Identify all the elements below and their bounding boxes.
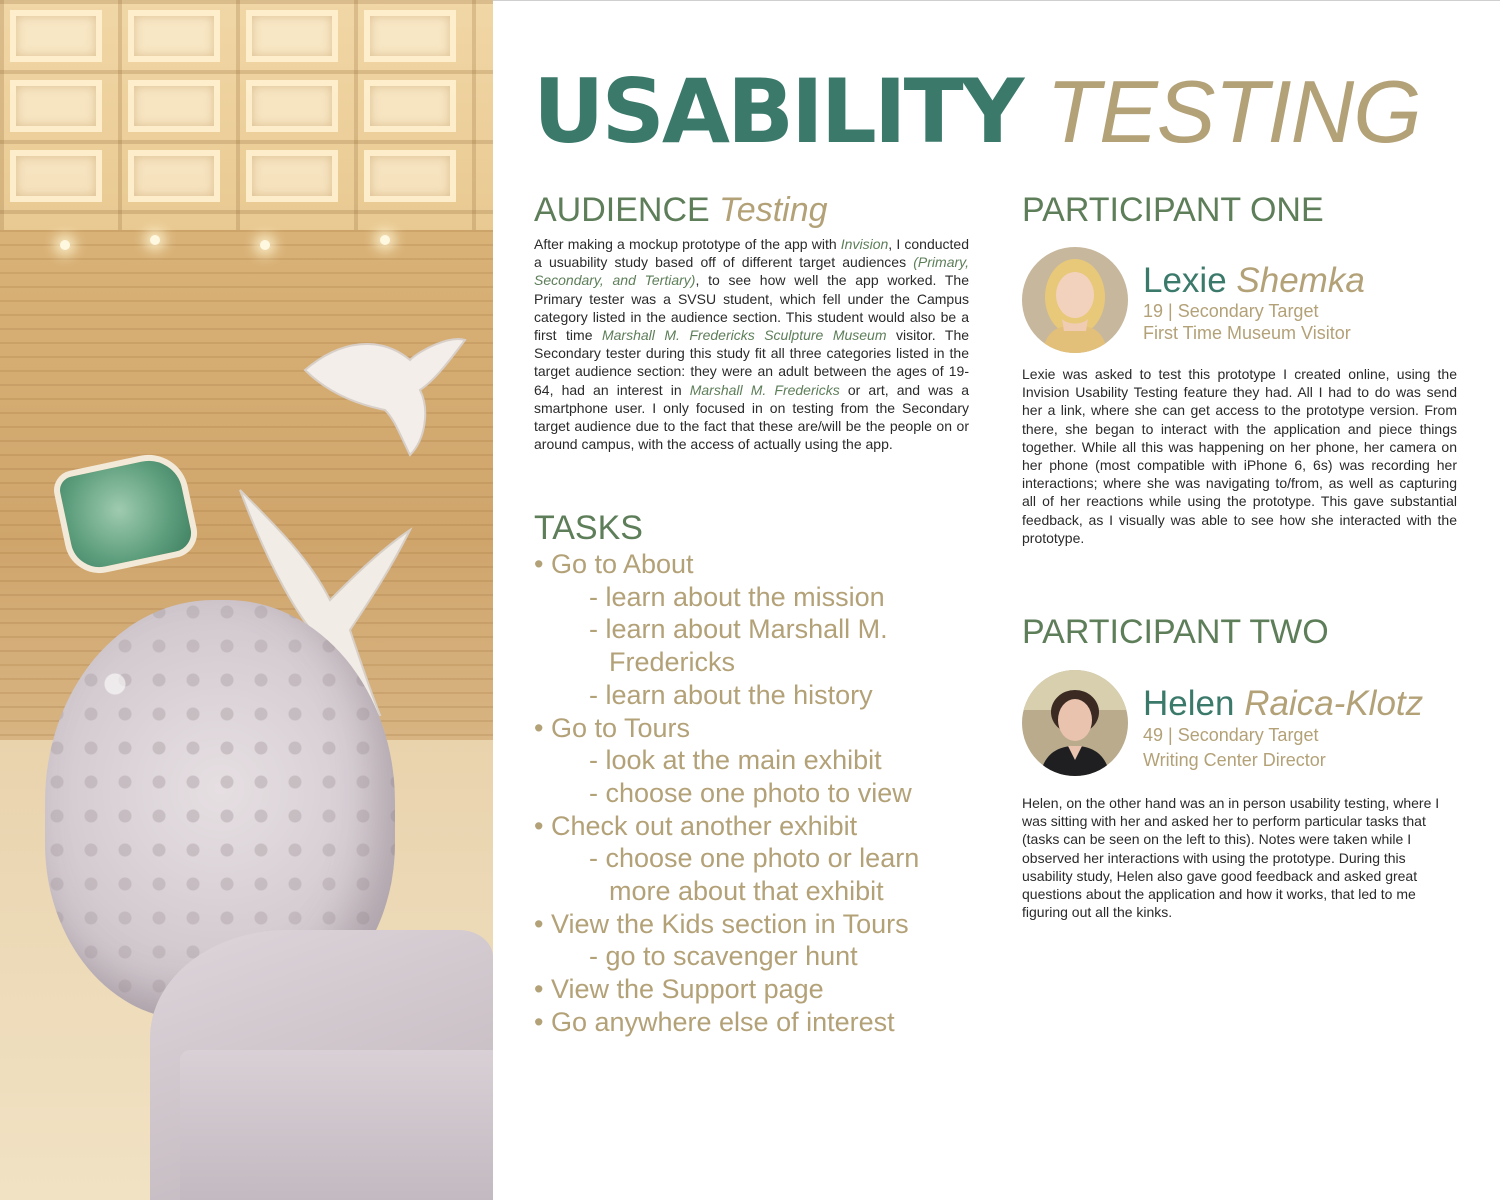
participant-two-paragraph: Helen, on the other hand was an in person usability testing, where I was sitting with her and asked her to perform particular tasks that (tasks can be seen on the left to this). Notes were taken while I observed her interactions with using the prototype. During this usability study, Helen also gave good feedback and asked great questions about the application and how it works, that led to me figuring out all the kinks. [1022, 795, 1440, 921]
participant-two-name: Helen Raica-Klotz [1143, 684, 1424, 723]
audience-paragraph: After making a mockup prototype of the app with Invision, I conducted a usuability study based off of different target audiences (Primary, Secondary, and Tertiary), to see how well the app worked. The Primary tester was a SVSU student, which fell under the Campus category listed in the audience section. This student would also be a first time Marshall M. Fredericks Sculpture Museum visitor. The Secondary tester during this study fit all three categories listed in the target audience section: they were an adult between the ages of 19-64, had an interest in Marshall M. Fredericks or art, and was a smartphone user. I only focused in on testing from the Secondary target audience due to the fact that these are/will be the people on or around campus, with the access of actually using the app. [534, 236, 970, 453]
museum-sculpture-photo [0, 0, 493, 1200]
bird-sculpture [300, 330, 470, 460]
task-subitem: - learn about Marshall M. [589, 614, 888, 645]
task-item: • Go to Tours [534, 712, 691, 743]
task-item: • View the Support page [534, 974, 824, 1005]
page-content [493, 0, 1500, 1200]
lexie-avatar [1022, 247, 1128, 353]
coffered-ceiling [0, 0, 493, 250]
task-item: • Check out another exhibit [534, 810, 858, 841]
sculpture-base [180, 1050, 493, 1200]
task-item: • View the Kids section in Tours [534, 908, 909, 939]
helen-avatar [1022, 670, 1128, 776]
task-subitem: - choose one photo to view [589, 777, 912, 808]
audience-heading: AUDIENCE Testing [534, 191, 828, 229]
task-subitem: - go to scavenger hunt [589, 941, 858, 972]
participant-one-heading: PARTICIPANT ONE [1022, 191, 1324, 229]
participant-one-paragraph: Lexie was asked to test this prototype I created online, using the Invision Usability Testing feature they had. All I had to do was send her a link, where she can get access to the prototype version. From there, she began to interact with the application and piece things together. While all this was happening on her phone, her camera on her phone (most compatible with iPhone 6, 6s) was recording her interactions; where she was navigating to/from, as well as capturing all of her reactions while using the prototype. This gave substantial feedback, as I visually was able to see how she interacted with the prototype. [1022, 366, 1457, 546]
participant-two-role: Writing Center Director [1143, 750, 1326, 770]
participant-one-role: First Time Museum Visitor [1143, 323, 1351, 343]
page-title: USABILITY TESTING [533, 60, 1421, 163]
task-subitem: - look at the main exhibit [589, 745, 882, 776]
task-subitem: - learn about the history [589, 679, 873, 710]
task-item: • Go to About [534, 549, 694, 579]
task-subitem: - learn about the mission [589, 581, 885, 612]
task-subitem: Fredericks [609, 647, 736, 678]
task-subitem: - choose one photo or learn [589, 843, 920, 874]
task-subitem: more about that exhibit [609, 876, 884, 907]
task-item: • Go anywhere else of interest [534, 1006, 895, 1037]
participant-one-name: Lexie Shemka [1143, 261, 1365, 300]
tasks-list [534, 548, 974, 1039]
participant-two-heading: PARTICIPANT TWO [1022, 613, 1329, 651]
tasks-heading: TASKS [534, 509, 643, 547]
participant-one-age: 19 | Secondary Target [1143, 301, 1319, 321]
participant-two-age: 49 | Secondary Target [1143, 725, 1319, 745]
